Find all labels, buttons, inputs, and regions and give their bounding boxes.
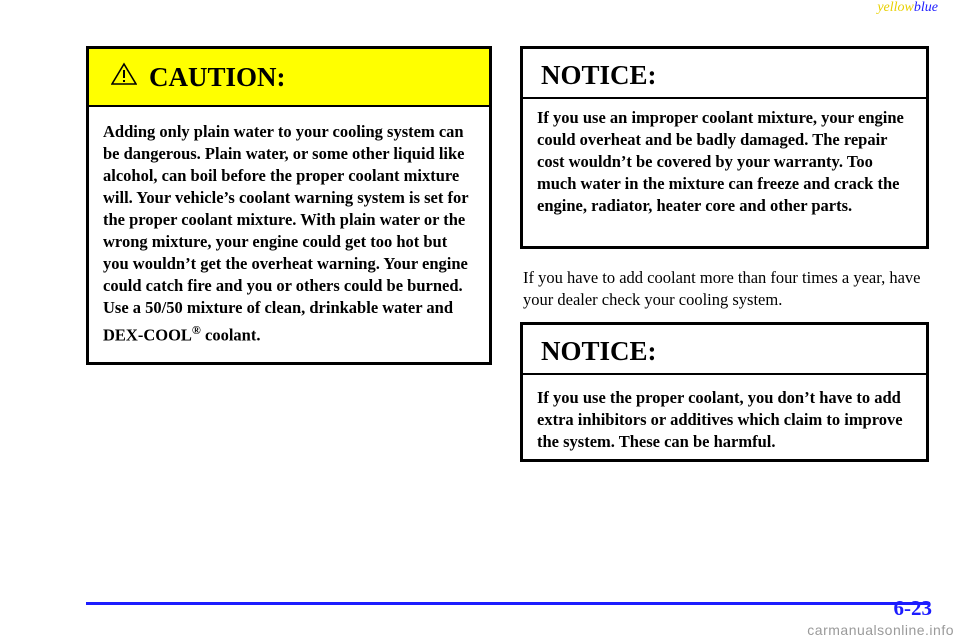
site-watermark: carmanualsonline.info [807,622,954,638]
color-registration-label [877,0,938,16]
notice-title: NOTICE: [541,59,657,90]
caution-box [86,46,492,365]
warning-triangle-icon [111,62,137,86]
notice-text: If you use the proper coolant, you don’t have to add extra inhibitors or additives which claim to improve the system. These can be harmful. [537,388,903,451]
notice-header [523,49,926,99]
body-paragraph: If you have to add coolant more than four times a year, have your dealer check your cooling system. [523,268,921,309]
caution-text [89,107,489,347]
registered-mark: ® [191,323,201,337]
color-word-yellow: yellow [877,0,914,15]
notice-header [523,325,926,375]
caution-header [89,49,489,107]
page-number: 6-23 [893,596,932,620]
caution-title: CAUTION: [149,61,286,92]
notice-box-inhibitors [520,322,929,462]
notice-title: NOTICE: [541,335,657,366]
color-word-blue: blue [913,0,938,15]
caution-text-main: Adding only plain water to your cooling system can be dangerous. Plain water, or some other liquid like alcohol, can boil before the proper coolant mixture will. Your vehicle’s coolant warning system is set for the proper coolant mixture. With plain water or the wrong mixture, your engine could get too hot but you wouldn’t get the overheat warning. Your engine could catch fire and you or others could be burned. Use a 50/50 mixture of clean, drinkable water and DEX-COOL [103,122,469,345]
footer-rule [86,602,930,605]
notice-text: If you use an improper coolant mixture, your engine could overheat and be badly damaged. The repair cost wouldn’t be covered by your warranty. Too much water in the mixture can freeze and crack the engine, radiator, heater core and other parts. [537,108,904,215]
notice-box-mixture [520,46,929,249]
caution-text-end: coolant. [200,325,261,345]
